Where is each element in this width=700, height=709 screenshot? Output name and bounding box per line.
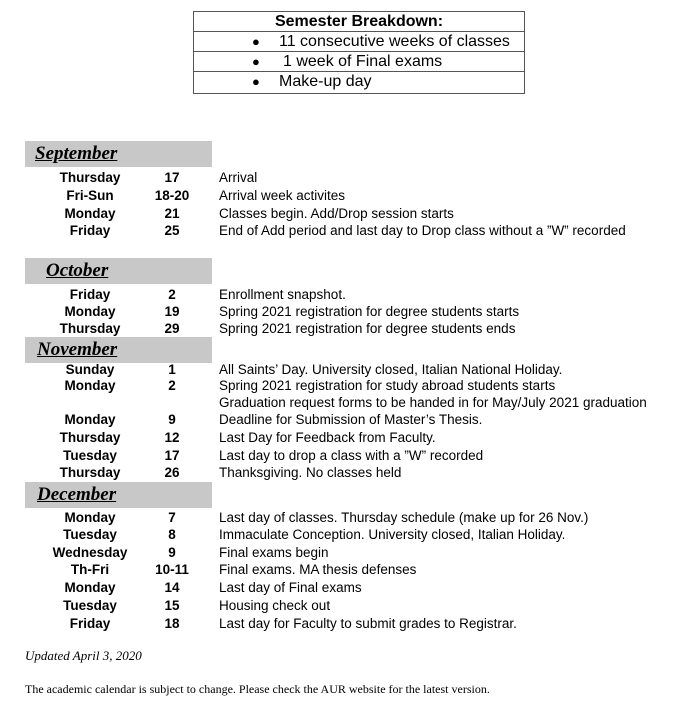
event-date: 1 [168,362,176,377]
event-description: Arrival week activites [219,188,346,203]
event-description: Thanksgiving. No classes held [219,465,402,480]
event-description: Spring 2021 registration for degree students starts [219,304,520,319]
month-header-september [25,141,212,167]
event-date: 14 [164,580,180,595]
calendar-row [0,169,700,186]
calendar-row [0,303,700,320]
disclaimer-note: The academic calendar is subject to change. Please check the AUR website for the latest version. [25,682,490,696]
event-description: Last day to drop a class with a ”W” recorded [219,448,484,463]
event-day: Monday [64,378,116,393]
calendar-row [0,222,700,239]
event-description: Last day of classes. Thursday schedule (make up for 26 Nov.) [219,510,589,525]
event-day: Thursday [59,465,121,480]
updated-date: Updated April 3, 2020 [25,648,142,663]
event-day: Fri-Sun [66,188,114,203]
month-name: December [37,484,117,505]
event-description: Enrollment snapshot. [219,287,346,302]
month-name: October [46,260,109,281]
event-date: 21 [164,206,180,221]
event-description: Last Day for Feedback from Faculty. [219,430,436,445]
calendar-row [0,464,700,481]
calendar-row [0,411,700,428]
bullet-icon: ● [252,54,260,69]
calendar-row [0,429,700,446]
event-day: Monday [64,510,116,525]
event-description: Last day of Final exams [219,580,362,595]
event-description: Classes begin. Add/Drop session starts [219,206,454,221]
calendar-row [0,205,700,222]
event-date: 7 [168,510,176,525]
month-name: September [35,143,118,164]
breakdown-item [194,32,524,52]
event-day: Tuesday [63,598,117,613]
event-date: 26 [164,465,180,480]
calendar-row [0,579,700,596]
month-name: November [37,339,118,360]
event-description: Deadline for Submission of Master’s Thesis. [219,412,483,427]
calendar-row [0,361,700,378]
event-description: Spring 2021 registration for study abroad students starts [219,378,556,393]
calendar-row [0,509,700,526]
breakdown-item [194,52,524,72]
event-description: Arrival [219,170,258,185]
calendar-row [0,544,700,561]
breakdown-item-text: 1 week of Final exams [283,53,443,70]
event-day: Thursday [59,321,121,336]
event-date: 8 [168,527,176,542]
event-date: 9 [168,545,176,560]
event-day: Thursday [59,430,121,445]
event-date: 25 [164,223,180,238]
event-day: Wednesday [52,545,128,560]
event-date: 17 [164,448,180,463]
month-header-november [25,337,212,363]
event-description: Immaculate Conception. University closed, Italian Holiday. [219,527,566,542]
calendar-row [0,597,700,614]
event-description: End of Add period and last day to Drop class without a ”W” recorded [219,223,626,238]
event-day: Th-Fri [70,562,110,577]
event-description: Final exams begin [219,545,329,560]
breakdown-title: Semester Breakdown: [194,12,524,32]
event-day: Sunday [65,362,115,377]
event-date: 29 [164,321,180,336]
event-date: 12 [164,430,180,445]
breakdown-item-text: Make-up day [279,73,372,90]
calendar-row [0,286,700,303]
event-date: 9 [168,412,176,427]
breakdown-item [194,72,524,93]
event-day: Monday [64,580,116,595]
semester-breakdown-box [193,11,525,94]
event-date: 15 [164,598,180,613]
event-date: 18 [164,616,180,631]
event-day: Tuesday [63,448,117,463]
event-day: Monday [64,304,116,319]
event-day: Friday [69,616,111,631]
month-header-december [25,482,212,508]
event-description: Last day for Faculty to submit grades to Registrar. [219,616,517,631]
calendar-row [0,615,700,632]
event-date: 18-20 [154,188,190,203]
event-day: Monday [64,412,116,427]
event-day: Thursday [59,170,121,185]
calendar-row [0,447,700,464]
bullet-icon: ● [252,34,260,49]
bullet-icon: ● [252,74,260,89]
month-header-october [25,258,212,284]
event-date: 10-11 [155,562,189,577]
event-date: 2 [168,378,176,393]
event-date: 19 [164,304,180,319]
event-day: Tuesday [63,527,117,542]
event-description: All Saints’ Day. University closed, Italian National Holiday. [219,362,563,377]
calendar-row [0,561,700,578]
calendar-row [0,377,700,410]
event-date: 17 [164,170,180,185]
event-day: Friday [69,223,111,238]
event-description: Final exams. MA thesis defenses [219,562,417,577]
event-description-continued: Graduation request forms to be handed in for May/July 2021 graduation [219,395,647,410]
event-description: Spring 2021 registration for degree students ends [219,321,516,336]
event-day: Friday [69,287,111,302]
event-date: 2 [168,287,176,302]
event-day: Monday [64,206,116,221]
calendar-row [0,526,700,543]
event-description: Housing check out [219,598,331,613]
calendar-row [0,320,700,337]
calendar-row [0,187,700,204]
breakdown-item-text: 11 consecutive weeks of classes [279,33,510,50]
